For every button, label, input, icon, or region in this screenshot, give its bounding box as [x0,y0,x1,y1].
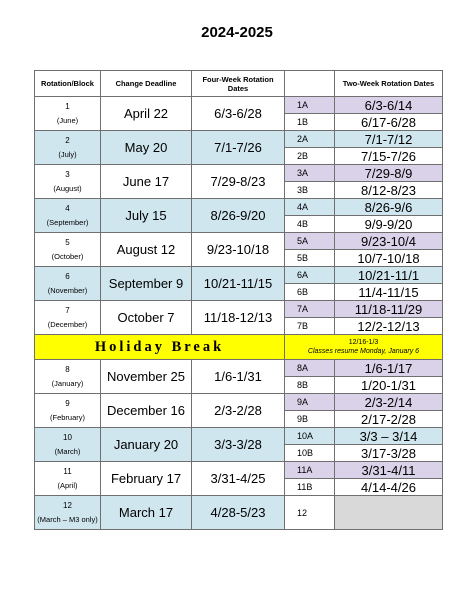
two-week-dates-cell: 3/3 – 3/14 [335,428,443,445]
two-week-label-cell: 8A [285,360,335,377]
rotation-block-cell [35,267,101,301]
change-deadline-cell: June 17 [101,165,192,199]
four-week-dates-cell: 7/1-7/26 [192,131,285,165]
table-row [35,199,443,216]
block-month: (October) [51,252,84,261]
block-number: 12 [63,501,72,510]
holiday-break-label: Holiday Break [35,335,285,360]
block-month: (August) [53,184,82,193]
table-row [35,165,443,182]
two-week-label-cell: 8B [285,377,335,394]
change-deadline-cell: January 20 [101,428,192,462]
block-number: 4 [65,204,70,213]
block-month: (September) [46,218,89,227]
holiday-resume-note: Classes resume Monday, January 6 [307,348,420,355]
holiday-break-dates [285,335,443,360]
block-month: (June) [56,116,79,125]
two-week-dates-cell: 7/1-7/12 [335,131,443,148]
rotation-block-cell [35,301,101,335]
rotation-block-cell [35,360,101,394]
rotation-schedule-table [34,70,443,530]
block-month: (January) [51,379,84,388]
header-row [35,71,443,97]
rotation-block-cell [35,462,101,496]
block-month: (February) [49,413,85,422]
rotation-block-cell [35,131,101,165]
rotation-block-cell [35,199,101,233]
rotation-block-cell [35,233,101,267]
header-two-week: Two-Week Rotation Dates [335,71,443,97]
four-week-dates-cell: 10/21-11/15 [192,267,285,301]
change-deadline-cell: May 20 [101,131,192,165]
two-week-dates-cell [335,496,443,530]
two-week-label-cell: 10A [285,428,335,445]
two-week-dates-cell: 6/17-6/28 [335,114,443,131]
table-row [35,360,443,377]
rotation-block-cell [35,165,101,199]
change-deadline-cell: December 16 [101,394,192,428]
block-number: 9 [65,399,70,408]
four-week-dates-cell: 7/29-8/23 [192,165,285,199]
four-week-dates-cell: 3/3-3/28 [192,428,285,462]
table-row [35,462,443,479]
two-week-label-cell: 1A [285,97,335,114]
two-week-dates-cell: 12/2-12/13 [335,318,443,335]
two-week-dates-cell: 3/31-4/11 [335,462,443,479]
two-week-dates-cell: 8/26-9/6 [335,199,443,216]
rotation-block-cell [35,97,101,131]
four-week-dates-cell: 2/3-2/28 [192,394,285,428]
two-week-label-cell: 10B [285,445,335,462]
table-row [35,394,443,411]
table-row [35,131,443,148]
four-week-dates-cell: 9/23-10/18 [192,233,285,267]
change-deadline-cell: August 12 [101,233,192,267]
page-title: 2024-2025 [201,24,273,41]
block-number: 1 [65,102,70,111]
four-week-dates-cell: 11/18-12/13 [192,301,285,335]
table-row [35,233,443,250]
block-month: (November) [47,286,88,295]
block-number: 7 [65,306,70,315]
four-week-dates-cell: 8/26-9/20 [192,199,285,233]
four-week-dates-cell: 3/31-4/25 [192,462,285,496]
two-week-label-cell: 9B [285,411,335,428]
two-week-dates-cell: 7/29-8/9 [335,165,443,182]
holiday-row [35,335,443,360]
table-row [35,428,443,445]
table-row [35,97,443,114]
two-week-label-cell: 6A [285,267,335,284]
two-week-dates-cell: 10/7-10/18 [335,250,443,267]
block-number: 5 [65,238,70,247]
block-number: 3 [65,170,70,179]
header-spacer [285,71,335,97]
header-four-week: Four-Week Rotation Dates [192,71,285,97]
two-week-label-cell: 1B [285,114,335,131]
two-week-dates-cell: 2/3-2/14 [335,394,443,411]
two-week-dates-cell: 9/9-9/20 [335,216,443,233]
two-week-label-cell: 5A [285,233,335,250]
two-week-label-cell: 11A [285,462,335,479]
change-deadline-cell: September 9 [101,267,192,301]
two-week-label-cell: 4A [285,199,335,216]
change-deadline-cell: April 22 [101,97,192,131]
two-week-label-cell: 11B [285,479,335,496]
two-week-label-cell: 9A [285,394,335,411]
two-week-dates-cell: 2/17-2/28 [335,411,443,428]
two-week-label-cell: 2B [285,148,335,165]
two-week-dates-cell: 1/6-1/17 [335,360,443,377]
two-week-label-cell: 7B [285,318,335,335]
two-week-dates-cell: 9/23-10/4 [335,233,443,250]
holiday-dates: 12/16-1/3 [348,339,379,346]
two-week-label-cell: 5B [285,250,335,267]
block-number: 10 [63,433,72,442]
block-month: (March) [54,447,81,456]
block-month: (July) [58,150,77,159]
two-week-dates-cell: 7/15-7/26 [335,148,443,165]
two-week-label-cell: 6B [285,284,335,301]
two-week-label-cell: 7A [285,301,335,318]
rotation-block-cell [35,394,101,428]
two-week-label-cell: 12 [285,496,335,530]
two-week-label-cell: 3A [285,165,335,182]
two-week-dates-cell: 10/21-11/1 [335,267,443,284]
two-week-dates-cell: 8/12-8/23 [335,182,443,199]
two-week-label-cell: 4B [285,216,335,233]
change-deadline-cell: November 25 [101,360,192,394]
table-row [35,496,443,530]
block-month: (December) [47,320,88,329]
header-rotation-block: Rotation/Block [35,71,101,97]
change-deadline-cell: October 7 [101,301,192,335]
block-month: (March – M3 only) [37,515,98,524]
block-month: (April) [57,481,78,490]
two-week-label-cell: 2A [285,131,335,148]
block-number: 11 [63,467,72,476]
two-week-dates-cell: 11/4-11/15 [335,284,443,301]
change-deadline-cell: July 15 [101,199,192,233]
two-week-dates-cell: 3/17-3/28 [335,445,443,462]
block-number: 2 [65,136,70,145]
change-deadline-cell: February 17 [101,462,192,496]
rotation-block-cell [35,428,101,462]
block-number: 6 [65,272,70,281]
block-number: 8 [65,365,70,374]
table-row [35,267,443,284]
table-row [35,301,443,318]
change-deadline-cell: March 17 [101,496,192,530]
two-week-label-cell: 3B [285,182,335,199]
two-week-dates-cell: 1/20-1/31 [335,377,443,394]
header-change-deadline: Change Deadline [101,71,192,97]
four-week-dates-cell: 1/6-1/31 [192,360,285,394]
two-week-dates-cell: 4/14-4/26 [335,479,443,496]
two-week-dates-cell: 11/18-11/29 [335,301,443,318]
four-week-dates-cell: 4/28-5/23 [192,496,285,530]
four-week-dates-cell: 6/3-6/28 [192,97,285,131]
two-week-dates-cell: 6/3-6/14 [335,97,443,114]
rotation-block-cell [35,496,101,530]
